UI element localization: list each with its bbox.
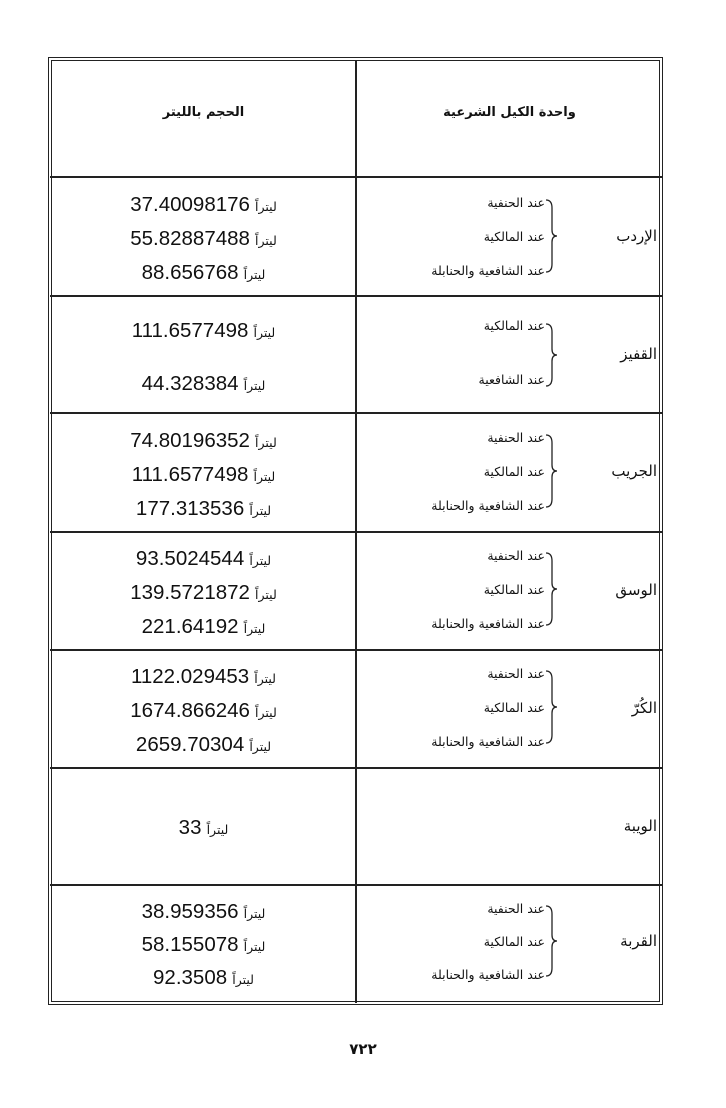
school-label: عند الحنفية — [487, 666, 545, 681]
brace-icon — [544, 322, 558, 388]
school-label: عند المالكية — [483, 934, 545, 949]
volume-value: 92.3508 ليتراً — [153, 966, 254, 989]
volume-value: 2659.70304 ليتراً — [135, 733, 272, 756]
brace-icon — [544, 433, 558, 509]
school-label: عند الحنفية — [487, 901, 545, 916]
school-label: عند الحنفية — [487, 195, 545, 210]
measure-label: الإردب — [616, 227, 657, 245]
volume-value: 44.328384 ليتراً — [141, 372, 266, 395]
volume-value: 111.6577498 ليتراً — [131, 463, 276, 486]
school-label: عند الشافعية — [478, 372, 545, 387]
row-divider — [50, 767, 662, 769]
school-label: عند المالكية — [483, 700, 545, 715]
measure-label: الجريب — [611, 462, 657, 480]
volume-value: 139.5721872 ليتراً — [130, 581, 277, 604]
volume-value: 37.40098176 ليتراً — [130, 193, 277, 216]
school-label: عند الشافعية والحنابلة — [431, 967, 545, 982]
school-label: عند المالكية — [483, 582, 545, 597]
measure-label: القفيز — [620, 345, 657, 363]
page-number: ٧٢٢ — [349, 1040, 377, 1058]
row-divider — [50, 649, 662, 651]
volume-value: 177.313536 ليتراً — [135, 497, 272, 520]
brace-icon — [544, 198, 558, 274]
measure-label: القربة — [620, 932, 657, 950]
volume-value: 74.80196352 ليتراً — [130, 429, 277, 452]
school-label: عند الشافعية والحنابلة — [431, 263, 545, 278]
measure-label: الكُرّ — [631, 699, 657, 717]
brace-icon — [544, 904, 558, 978]
brace-icon — [544, 551, 558, 627]
row-divider — [50, 295, 662, 297]
header-unit: واحدة الكيل الشرعية — [443, 105, 576, 120]
volume-value: 93.5024544 ليتراً — [135, 547, 272, 570]
measure-label: الوسق — [615, 581, 657, 599]
school-label: عند الشافعية والحنابلة — [431, 498, 545, 513]
row-divider — [50, 531, 662, 533]
school-label: عند المالكية — [483, 318, 545, 333]
volume-value: 1122.029453 ليتراً — [130, 665, 276, 688]
measure-label: الويبة — [623, 817, 657, 835]
school-label: عند الحنفية — [487, 548, 545, 563]
volume-value: 38.959356 ليتراً — [141, 900, 266, 923]
school-label: عند المالكية — [483, 229, 545, 244]
school-label: عند الشافعية والحنابلة — [431, 616, 545, 631]
header-volume: الحجم بالليتر — [162, 105, 245, 120]
volume-value: 58.155078 ليتراً — [141, 933, 266, 956]
volume-value: 55.82887488 ليتراً — [130, 227, 277, 250]
row-divider — [50, 412, 662, 414]
volume-value: 88.656768 ليتراً — [141, 261, 266, 284]
school-label: عند الشافعية والحنابلة — [431, 734, 545, 749]
row-divider — [50, 884, 662, 886]
volume-value: 221.64192 ليتراً — [141, 615, 266, 638]
volume-value: 1674.866246 ليتراً — [130, 699, 277, 722]
volume-value: 111.6577498 ليتراً — [131, 319, 276, 342]
row-divider — [50, 176, 662, 178]
school-label: عند الحنفية — [487, 430, 545, 445]
school-label: عند المالكية — [483, 464, 545, 479]
brace-icon — [544, 669, 558, 745]
volume-value: 33 ليتراً — [178, 816, 229, 839]
